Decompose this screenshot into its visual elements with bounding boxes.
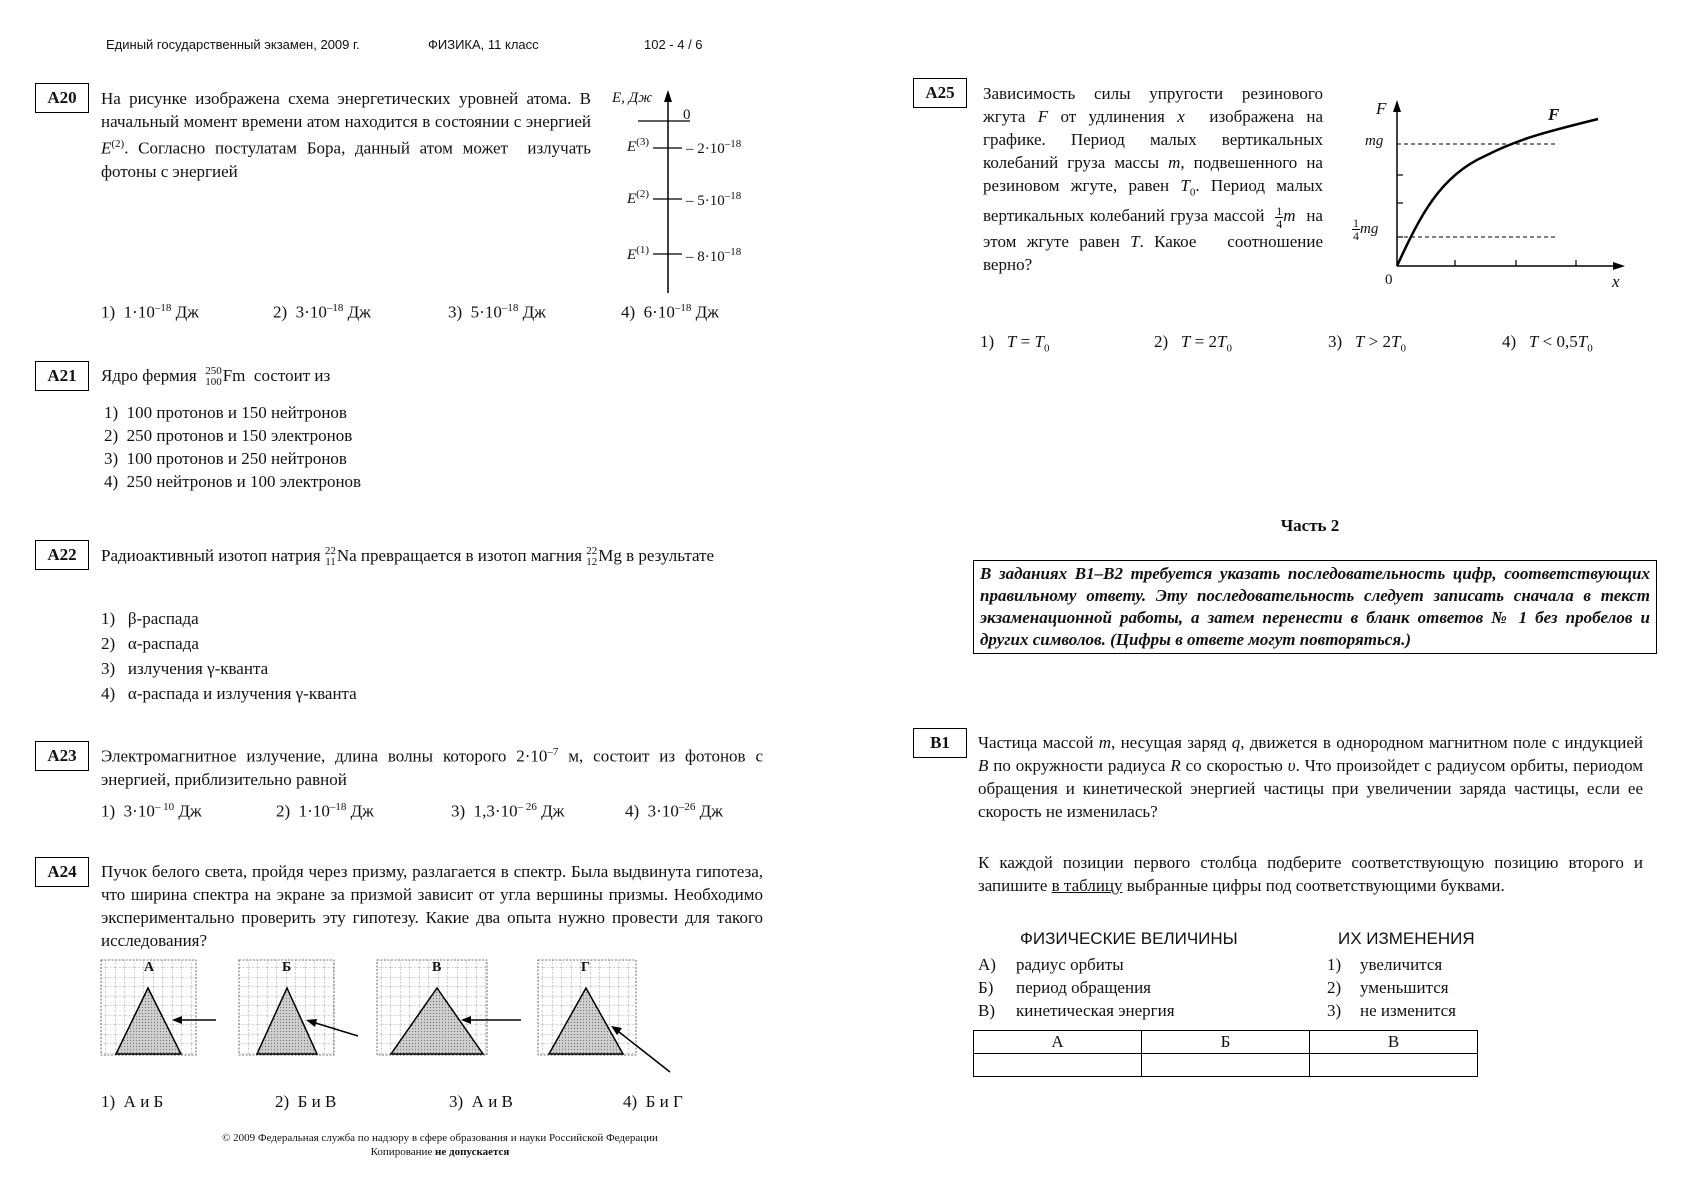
answer-option-a25-1: 1) $T = T_0$ (980, 332, 1050, 355)
part-title: Часть 2 (1280, 516, 1340, 535)
answer-table-b1 (973, 1030, 1478, 1077)
graph-mg-label: mg (1365, 133, 1384, 149)
prism-figure-a (101, 960, 216, 1055)
level-name-e1: $E^{(1)}$ (627, 244, 649, 263)
answer-option-a22-4: 4) α-распада и излучения γ-кванта (101, 684, 357, 703)
question-label-a24: А24 (35, 857, 89, 887)
graph-curve-label: F (1548, 105, 1560, 124)
question-text-a20: На рисунке изображена схема энергетических уровней атома. В начальный момент времени атом находится в состоянии с энергией $E^{(2)}$. Согласно постулатам Бора, данный атом может излучать фотоны с энергией (101, 89, 591, 181)
answer-option-a25-2: 2) $T = 2T_0$ (1154, 332, 1232, 355)
change-name-2: уменьшится (1360, 978, 1449, 997)
prism-figure-g (538, 960, 670, 1072)
change-name-3: не изменится (1360, 1001, 1456, 1020)
graph-quarter-mg: mg (1360, 221, 1379, 238)
prism-label-a: А (144, 960, 155, 975)
answer-option-a25-3: 3) $T > 2T_0$ (1328, 332, 1406, 355)
question-text-b1: Частица массой m, несущая заряд q, движется в однородном магнитном поле с индукцией B по окружности радиуса R со скоростью υ. Что произойдет с радиусом орбиты, периодом обращения и кинетической энергией частицы при увеличении заряда частицы, если ее скорость не изменилась? (978, 733, 1644, 821)
quantity-letter-b: Б) (978, 978, 994, 997)
change-name-1: увеличится (1360, 955, 1443, 974)
graph-origin-label: 0 (1385, 272, 1393, 288)
y-axis-arrow-icon (1393, 100, 1401, 112)
graph-quarter-num: 1 (1353, 216, 1359, 230)
level-value-e3: – $2\cdot 10^{-18}$ (686, 138, 742, 157)
question-instructions-b1: К каждой позиции первого столбца подберите соответствующую позицию второго и запишите в таблицу выбранные цифры под соответствующими буквами. (978, 853, 1643, 895)
level-name-e2: $E^{(2)}$ (627, 188, 649, 207)
question-text-a22: Радиоактивный изотоп натрия 22 11 Na превращается в изотоп магния 22 12 Mg в результате (101, 545, 715, 569)
question-label-b1: В1 (913, 728, 967, 758)
prism-figure-b (239, 960, 358, 1055)
answer-option-a25-4: 4) $T < 0,5T_0$ (1502, 332, 1593, 355)
question-label-a25: А25 (913, 78, 967, 108)
answer-cell-a[interactable] (974, 1054, 1142, 1077)
question-text-a23: Электромагнитное излучение, длина волны которого $2\cdot 10^{-7}$ м, состоит из фотонов с энергией, приблизительно равной (101, 746, 763, 789)
question-text-a25: Зависимость силы упругости резинового жгута F от удлинения x изображена на графике. Период малых вертикальных колебаний груза массы m, подвешенного на резиновом жгуте, равен $T_0$. Период малых вертикальных колебаний груза массой $\frac{1}{4}$ m на этом жгуте равен T. Какое соотношение верно? (983, 84, 1324, 274)
answer-option-a24-2: 2) Б и В (275, 1092, 337, 1111)
answer-table-header-v: В (1310, 1031, 1478, 1054)
footer-copying-prefix: Копирование (370, 1146, 436, 1158)
graph-quarter-den: 4 (1353, 229, 1359, 243)
column-header-changes: ИХ ИЗМЕНЕНИЯ (1338, 929, 1475, 948)
footer-copying-bold: не допускается (435, 1146, 510, 1158)
answer-option-a21-3: 3) 100 протонов и 250 нейтронов (104, 449, 347, 468)
answer-table-header-row (974, 1031, 1478, 1054)
question-text-a24: Пучок белого света, пройдя через призму, разлагается в спектр. Была выдвинута гипотеза, что ширина спектра на экране за призмой зависит от угла вершины призмы. Необходимо экспериментально проверить эту гипотезу. Какие два опыта нужно провести для такого исследования? (101, 862, 763, 950)
header-exam: Единый государственный экзамен, 2009 г. (106, 37, 360, 52)
answer-cell-v[interactable] (1310, 1054, 1478, 1077)
part-instruction: В заданиях В1–В2 требуется указать последовательность цифр, соответствующих правильному ответу. Эту последовательность следует записать сначала в текст экзаменационной работы, а затем перенести в бланк ответов № 1 без пробелов и других символов. (Цифры в ответе могут повторяться.) (973, 560, 1657, 654)
question-label-a20: А20 (35, 83, 89, 113)
graph-x-label: x (1612, 272, 1620, 291)
answer-cell-b[interactable] (1142, 1054, 1310, 1077)
answer-option-a20-3: 3) $5\cdot 10^{-18}$ Дж (448, 302, 546, 322)
answer-option-a23-1: 1) $3\cdot 10^{- 10}$ Дж (101, 801, 202, 821)
question-label-a23: А23 (35, 741, 89, 771)
quantity-letter-v: В) (978, 1001, 995, 1020)
change-num-1: 1) (1327, 955, 1342, 974)
answer-table-header-b: Б (1142, 1031, 1310, 1054)
change-num-2: 2) (1327, 978, 1342, 997)
answer-option-a21-2: 2) 250 протонов и 150 электронов (104, 426, 353, 445)
answer-option-a24-4: 4) Б и Г (623, 1092, 683, 1111)
change-num-3: 3) (1327, 1001, 1342, 1020)
answer-option-a21-4: 4) 250 нейтронов и 100 электронов (104, 472, 362, 491)
axis-arrow-icon (664, 90, 672, 102)
column-header-quantities: ФИЗИЧЕСКИЕ ВЕЛИЧИНЫ (1020, 929, 1238, 948)
quantity-name-b: период обращения (1016, 978, 1151, 997)
force-curve (1397, 119, 1598, 266)
answer-option-a22-3: 3) излучения γ-кванта (101, 659, 269, 678)
energy-axis-label: E, Дж (612, 90, 653, 106)
answer-option-a21-1: 1) 100 протонов и 150 нейтронов (104, 403, 347, 422)
header-subject: ФИЗИКА, 11 класс (428, 37, 539, 52)
question-text-a21: Ядро фермия 250 100 Fm состоит из (101, 365, 331, 389)
x-axis-arrow-icon (1613, 262, 1625, 270)
answer-table-header-a: А (974, 1031, 1142, 1054)
answer-option-a24-1: 1) А и Б (101, 1092, 164, 1111)
question-label-a21: А21 (35, 361, 89, 391)
answer-option-a24-3: 3) А и В (449, 1092, 513, 1111)
quantity-name-a: радиус орбиты (1016, 955, 1124, 974)
answer-table-input-row (974, 1054, 1478, 1077)
quantity-name-v: кинетическая энергия (1016, 1001, 1175, 1020)
prism-label-g: Г (581, 960, 590, 975)
quantity-letter-a: А) (978, 955, 996, 974)
footer-copying (150, 1145, 730, 1159)
prism-figure-v (377, 960, 521, 1055)
graph-y-label: F (1376, 99, 1387, 118)
answer-option-a22-1: 1) β-распада (101, 609, 199, 628)
prism-label-v: В (432, 960, 442, 975)
header-page: 102 - 4 / 6 (644, 37, 703, 52)
question-label-a22: А22 (35, 540, 89, 570)
level-name-e3: $E^{(3)}$ (627, 136, 649, 155)
prism-figures (96, 958, 736, 1078)
answer-option-a20-2: 2) $3\cdot 10^{-18}$ Дж (273, 302, 371, 322)
answer-option-a23-2: 2) $1\cdot 10^{-18}$ Дж (276, 801, 374, 821)
level-value-e2: – $5\cdot 10^{-18}$ (686, 190, 742, 209)
answer-option-a22-2: 2) α-распада (101, 634, 199, 653)
answer-option-a23-3: 3) $1,3\cdot 10^{- 26}$ Дж (451, 801, 565, 821)
graph-quarter-fraction (1352, 217, 1360, 242)
force-graph (1340, 96, 1630, 296)
graph-quarter-mg-label (1352, 217, 1378, 242)
prism-label-b: Б (282, 960, 292, 975)
answer-option-a20-4: 4) $6\cdot 10^{-18}$ Дж (621, 302, 719, 322)
answer-option-a20-1: 1) $1\cdot 10^{-18}$ Дж (101, 302, 199, 322)
answer-option-a23-4: 4) $3\cdot 10^{-26}$ Дж (625, 801, 723, 821)
level-value-e1: – $8\cdot 10^{-18}$ (686, 246, 742, 265)
zero-level-label: 0 (683, 107, 691, 123)
footer-copyright: © 2009 Федеральная служба по надзору в сфере образования и науки Российской Федерации (222, 1132, 658, 1144)
